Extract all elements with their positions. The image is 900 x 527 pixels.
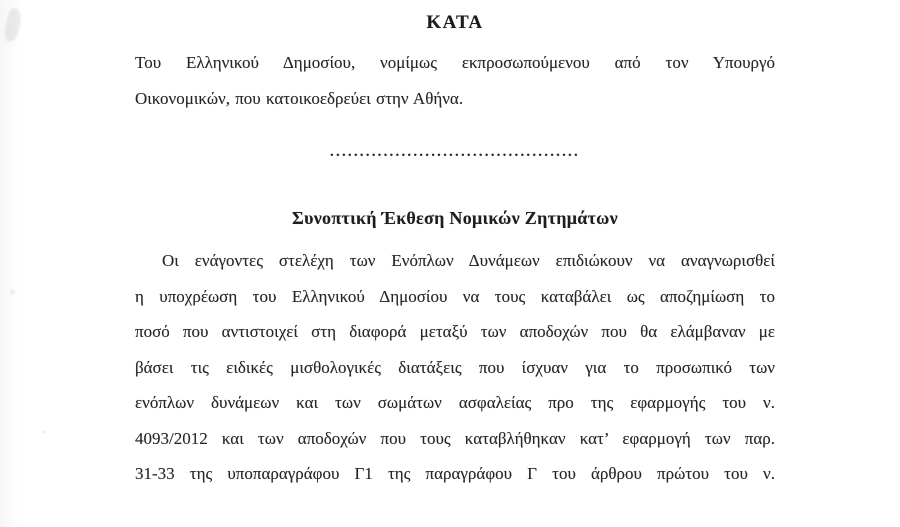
scan-edge-shadow [0,0,20,527]
text-line: ενόπλων δυνάμεων και των σωμάτων ασφαλείας προ της εφαρμογής του ν. [135,393,775,412]
scan-artifact [42,430,46,434]
heading-kata: ΚΑΤΑ [426,12,484,33]
text-line: 31-33 της υποπαραγράφου Γ1 της παραγράφου Γ του άρθρου πρώτου του ν. [135,464,775,483]
text-line: Του Ελληνικού Δημοσίου, νομίμως εκπροσωπούμενου από τον Υπουργό [135,53,775,72]
text-line: η υποχρέωση του Ελληνικού Δημοσίου να τους καταβάλει ως αποζημίωση το [135,286,775,306]
text-line: Οι ενάγοντες στελέχη των Ενόπλων Δυνάμεων επιδιώκουν να αναγνωρισθεί [162,251,775,270]
text-line: ποσό που αντιστοιχεί στη διαφορά μεταξύ των αποδοχών που θα ελάμβαναν με [135,322,775,341]
text-line: βάσει τις ειδικές μισθολογικές διατάξεις που ίσχυαν για το προσωπικό των [135,357,775,377]
dotted-separator: .......................................... [330,144,580,160]
paragraph-summary [135,243,775,492]
text-line: 4093/2012 και των αποδοχών που τους καταβλήθηκαν κατ’ εφαρμογή των παρ. [135,428,775,448]
scan-artifact [10,290,15,294]
heading-summary: Συνοπτική Έκθεση Νομικών Ζητημάτων [292,208,618,228]
text-line: Οικονομικών, που κατοικοεδρεύει στην Αθήνα. [135,88,464,108]
paragraph-defendant [135,45,775,116]
